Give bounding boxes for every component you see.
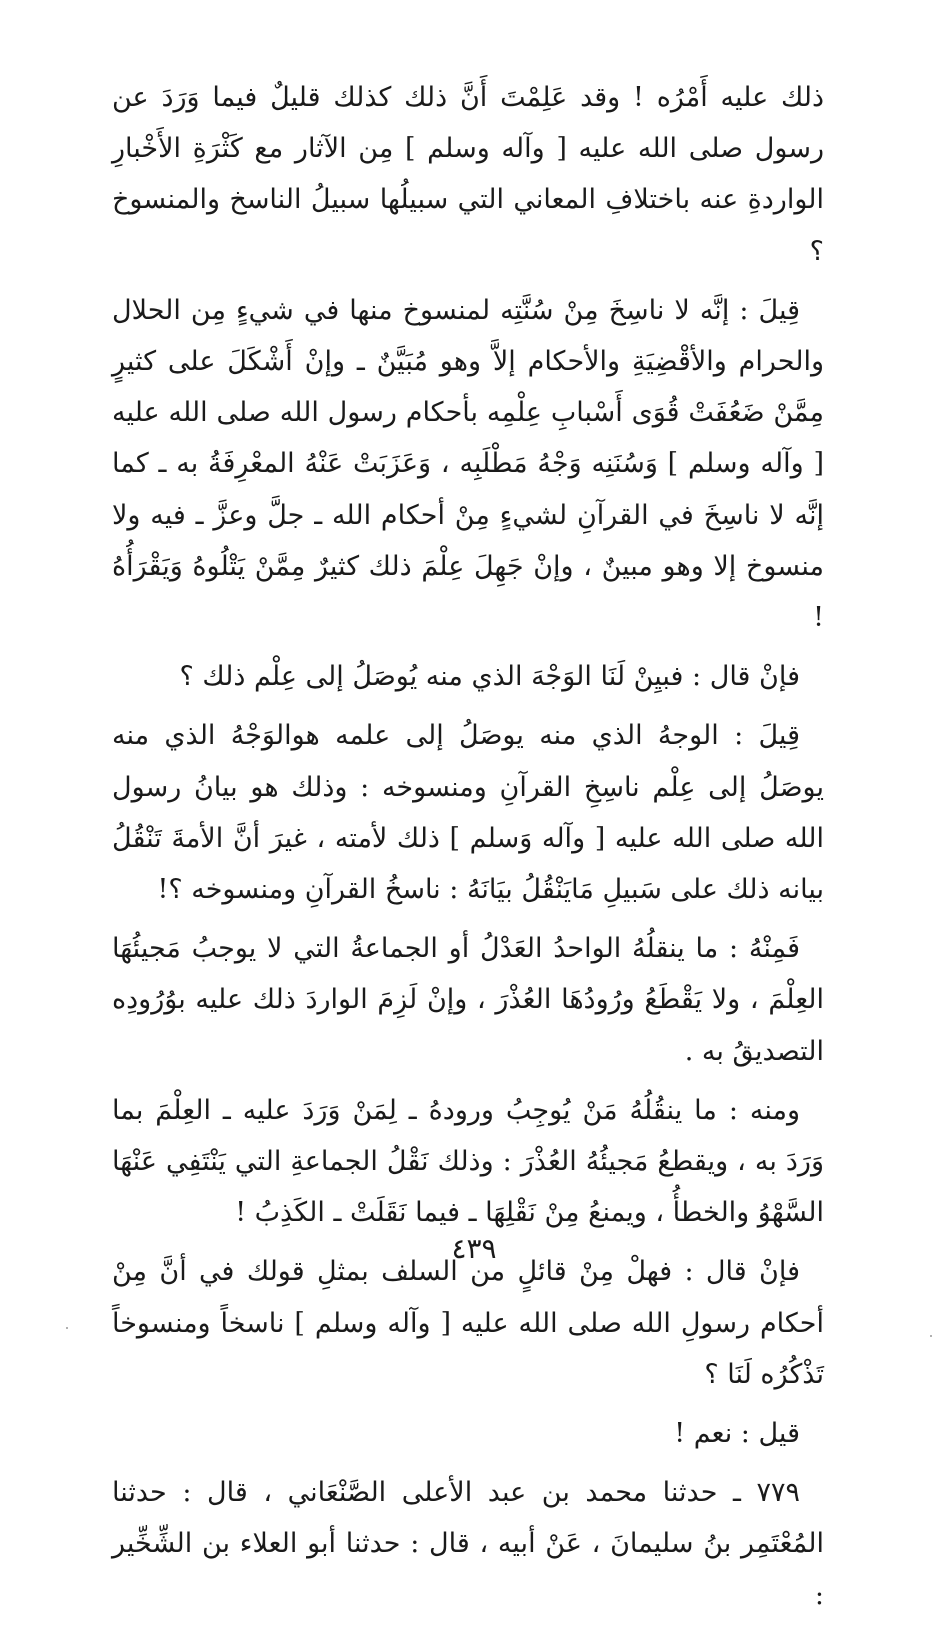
body-text [112,72,824,1629]
paragraph-8: قيل : نعم ! [674,1418,800,1450]
paragraph-1: ذلك عليه أَمْرُه ! وقد عَلِمْتَ أَنَّ ذلك كذلك قليلٌ فيما وَرَدَ عن رسول صلى الله عليه [ وآله وسلم ] مِن الآثار مع كَثْرَةِ الأَخْبارِ الواردةِ عنه باختلافِ المعاني التي سبيلُها سبيلُ الناسخ والمنسوخ ؟ [112,82,824,267]
paragraph-5: فَمِنْهُ : ما ينقلُهُ الواحدُ العَدْلُ أو الجماعةُ التي لا يوجبُ مَجيئُهَا العِلْمَ ، ولا يَقْطَعُ ورُودُهَا العُذْرَ ، وإنْ لَزِمَ الواردَ ذلك عليه بوُرُودِه التصديقُ به . [112,933,824,1067]
paragraph-6: ومنه : ما ينقُلُهُ مَنْ يُوجِبُ ورودهُ ـ لِمَنْ وَرَدَ عليه ـ العِلْمَ بما وَرَدَ به ، ويقطعُ مَجيئُهُ العُذْرَ : وذلك نَقْلُ الجماعةِ التي يَنْتَفِي عَنْهَا السَّهْوُ والخطأُ ، ويمنعُ مِنْ نَقْلِهَا ـ فيما نَقَلَتْ ـ الكَذِبُ ! [112,1094,824,1229]
scan-speck [66,1327,68,1329]
paragraph-2: قِيلَ : إنَّه لا ناسِخَ مِنْ سُنَّتِه لمنسوخ منها في شيءٍ مِن الحلال والحرام والأقْضِيَةِ والأحكام إلاَّ وهو مُبَيَّنٌ ـ وإنْ أَشْكَلَ على كثيرٍ مِمَّنْ ضَعُفَتْ قُوَى أَسْبابِ عِلْمِه بأحكام رسول الله صلى الله عليه [ وآله وسلم ] وَسُنَنِه وَجْهُ مَطْلَبِه ، وَعَزَبَتْ عَنْهُ المعْرِفَةُ به ـ كما إنَّه لا ناسِخَ في القرآنِ لشيءٍ مِنْ أحكام الله ـ جلَّ وعزَّ ـ فيه ولا منسوخ إلا وهو مبينٌ ، وإنْ جَهِلَ عِلْمَ ذلك كثيرٌ مِمَّنْ يَتْلُوهُ وَيَقْرَأُهُ ! [112,294,824,634]
scan-speck [930,1335,932,1337]
paragraph-7: فإنْ قال : فهلْ مِنْ قائلٍ من السلف بمثلِ قولك في أنَّ مِنْ أحكام رسولِ الله صلى الله عليه [ وآله وسلم ] ناسخاً ومنسوخاً تَذْكُرُه لَنَا ؟ [112,1256,824,1390]
page-number: ٤٣٩ [451,1232,497,1265]
paragraph-4: قِيلَ : الوجهُ الذي منه يوصَلُ إلى علمه هوالوَجْهُ الذي منه يوصَلُ إلى عِلْم ناسِخِ القرآنِ ومنسوخه : وذلك هو بيانُ رسول الله صلى الله عليه [ وآله وَسلم ] ذلك لأمته ، غيرَ أنَّ الأمةَ تَنْقُلُ بيانه ذلك على سَبيلِ مَايَنْقُلُ بيَانَهُ : ناسخُ القرآنِ ومنسوخه ؟! [112,720,824,906]
paragraph-3: فإنْ قال : فبيِنْ لَنَا الوَجْهَ الذي منه يُوصَلُ إلى عِلْم ذلك ؟ [179,661,800,693]
paragraph-9-hadith: ٧٧٩ ـ حدثنا محمد بن عبد الأعلى الصَّنْعَاني ، قال : حدثنا المُعْتَمِر بنُ سليمانَ ، عَنْ أبيه ، قال : حدثنا أبو العلاء بن الشِّخِّير : [112,1477,824,1611]
